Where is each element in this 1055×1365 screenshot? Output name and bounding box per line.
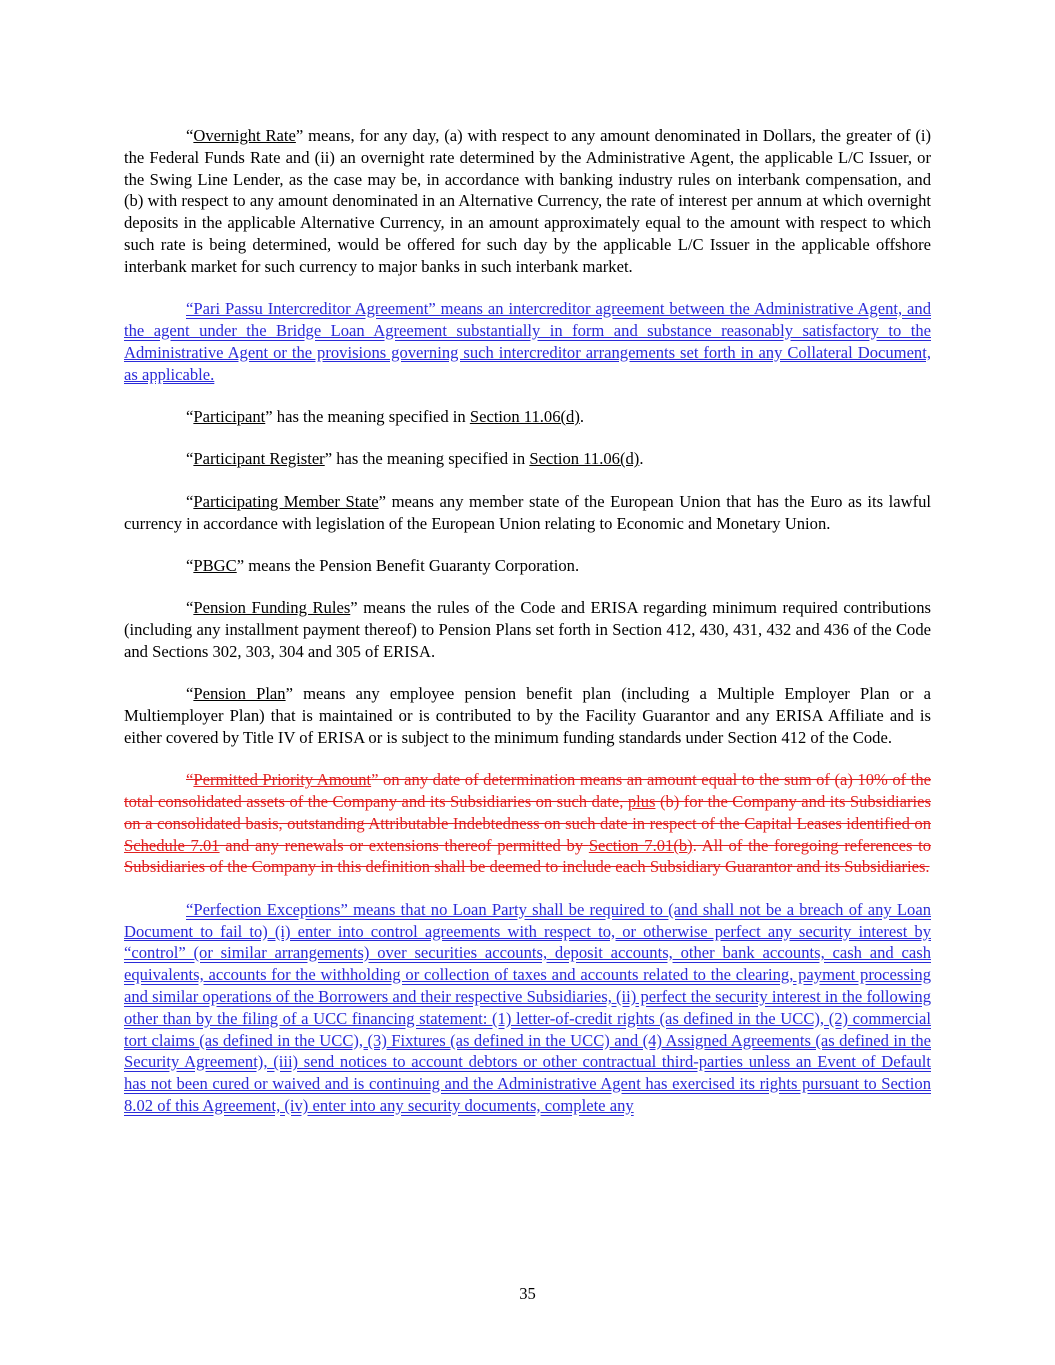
quote-mark: “ bbox=[186, 598, 194, 618]
period: . bbox=[639, 449, 644, 469]
section-reference: Section 7.01(b) bbox=[588, 835, 693, 855]
defined-term: Pension Funding Rules bbox=[193, 598, 351, 618]
definition-participant bbox=[124, 406, 931, 428]
page-number: 35 bbox=[519, 1284, 536, 1303]
quote-mark: “ bbox=[186, 770, 194, 790]
inserted-text: “Perfection Exceptions” means that no Loan Party shall be required to (and shall not be a breach of any Loan Document to fail to) (i) enter into control agreements with respect to, or otherwise perfect any security interest by “control” (or similar arrangements) over securities accounts, deposit accounts, other bank accounts, cash and cash equivalents, accounts for the withholding or collection of taxes and accounts related to the clearing, payment processing and similar operations of the Borrowers and their respective Subsidiaries, (ii) perfect the security interest in the following other than by the filing of a UCC financing statement: (1) letter-of-credit rights (as defined in the UCC), (2) commercial tort claims (as defined in the UCC), (3) Fixtures (as defined in the UCC) and (4) Assigned Agreements (as defined in the Security Agreement), (iii) send notices to account debtors or other contractual third-parties unless an Event of Default has not been cured or waived and is continuing and the Administrative Agent has exercised its rights pursuant to Section 8.02 of this Agreement, (iv) enter into any security documents, complete any bbox=[124, 899, 931, 1116]
deleted-text: . All of the foregoing references to Subsidiaries of the Company in this definition shall be deemed to include each Subsidiary Guarantor and its Subsidiaries. bbox=[124, 835, 932, 877]
defined-term: PBGC bbox=[193, 555, 237, 575]
definition-pari-passu-inserted bbox=[124, 298, 931, 385]
quote-mark: “ bbox=[186, 491, 194, 511]
definition-permitted-priority-amount-deleted bbox=[124, 769, 931, 878]
defined-term: Permitted Priority Amount bbox=[193, 770, 372, 790]
definition-perfection-exceptions-inserted bbox=[124, 899, 931, 1117]
definition-text: ” has the meaning specified in bbox=[265, 406, 470, 426]
inserted-text: “Pari Passu Intercreditor Agreement” means an intercreditor agreement between the Administrative Agent, and the agent under the Bridge Loan Agreement substantially in form and substance reasonably satisfactory to the Administrative Agent or the provisions governing such intercreditor arrangements set forth in any Collateral Document, as applicable. bbox=[124, 299, 931, 384]
quote-mark: “ bbox=[186, 555, 194, 575]
defined-term: Pension Plan bbox=[193, 684, 286, 704]
definition-overnight-rate bbox=[124, 125, 931, 278]
defined-term: Overnight Rate bbox=[193, 126, 296, 145]
section-reference: Section 11.06(d) bbox=[469, 406, 580, 426]
definition-text: ” means the rules of the Code and ERISA regarding minimum required contributions (including any installment payment thereof) to Pension Plans set forth in Section 412, 430, 431, 432 and 436 of the Code and Sections 302, 303, 304 and 305 of ERISA. bbox=[124, 598, 931, 661]
quote-mark: “ bbox=[186, 684, 194, 704]
deleted-text: (b) for the Company and its Subsidiaries on a consolidated basis, outstanding Attributable Indebtedness on such date in respect of the Capital Leases identified on bbox=[124, 792, 931, 833]
deleted-text: and any renewals or extensions thereof permitted by bbox=[219, 835, 589, 855]
definition-text: ” has the meaning specified in bbox=[324, 449, 530, 469]
section-reference: Section 11.06(d) bbox=[529, 449, 640, 469]
defined-term: Participant Register bbox=[193, 449, 325, 469]
definition-participating-member-state bbox=[124, 491, 931, 535]
definition-pension-plan bbox=[124, 683, 931, 748]
definition-text: ” means, for any day, (a) with respect to any amount denominated in Dollars, the greater of (i) the Federal Funds Rate and (ii) an overnight rate determined by the Administrative Agent, the applicable L/C Issuer, or the Swing Line Lender, as the case may be, in accordance with banking industry rules on interbank compensation, and (b) with respect to any amount denominated in an Alternative Currency, the rate of interest per annum at which overnight deposits in the applicable Alternative Currency, in an amount approximately equal to the amount with respect to which such rate is being determined, would be offered for such day by the applicable L/C Issuer in the applicable offshore interbank market for such currency to major banks in such interbank market. bbox=[124, 126, 931, 276]
quote-mark: “ bbox=[186, 406, 194, 426]
definition-text: ” means the Pension Benefit Guaranty Corporation. bbox=[236, 555, 580, 575]
quote-mark: “ bbox=[186, 126, 194, 145]
plus-term: plus bbox=[627, 792, 656, 812]
period: . bbox=[579, 406, 585, 426]
definition-pbgc bbox=[124, 555, 931, 577]
definition-pension-funding-rules bbox=[124, 597, 931, 662]
definition-text: ” means any employee pension benefit plan (including a Multiple Employer Plan or a Multiemployer Plan) that is maintained or is contributed to by the Facility Guarantor and any ERISA Affiliate and is either covered by Title IV of ERISA or is subject to the minimum funding standards under Section 412 of the Code. bbox=[124, 684, 931, 747]
defined-term: Participant bbox=[193, 406, 266, 426]
quote-mark: “ bbox=[186, 449, 194, 469]
document-body bbox=[124, 125, 931, 1137]
deleted-text: ” on any date of determination means an amount equal to the sum of (a) 10% of the total consolidated assets of the Company and its Subsidiaries on such date, bbox=[124, 770, 931, 812]
schedule-reference: Schedule 7.01 bbox=[124, 835, 220, 855]
definition-text: ” means any member state of the European Union that has the Euro as its lawful currency in accordance with legislation of the European Union relating to Economic and Monetary Union. bbox=[124, 491, 931, 533]
definition-participant-register bbox=[124, 448, 931, 470]
defined-term: Participating Member State bbox=[193, 491, 379, 511]
